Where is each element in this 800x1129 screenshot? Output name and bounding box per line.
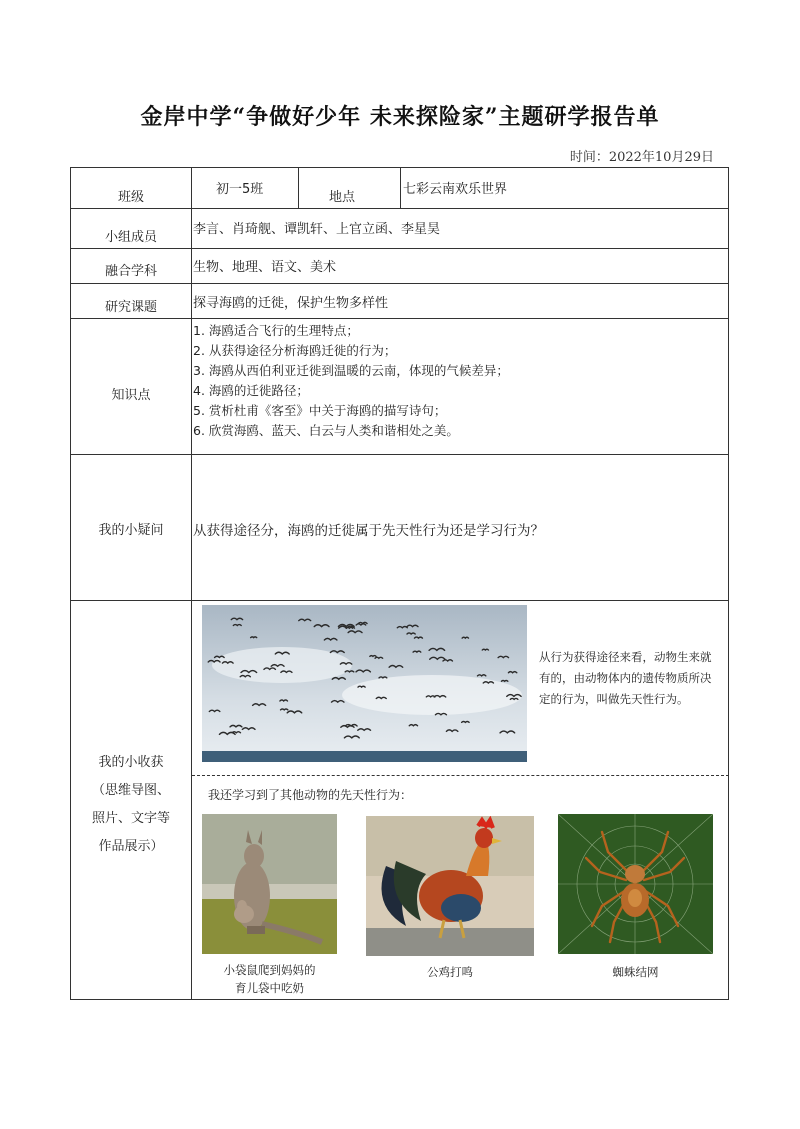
gull-shape [482, 649, 488, 650]
gull-shape [477, 675, 485, 676]
gull-shape [281, 709, 288, 710]
harvest-label [71, 749, 191, 861]
spider-caption: 蜘蛛结网 [612, 965, 659, 979]
row-divider [71, 283, 728, 284]
kangaroo-caption-line: 育儿袋中吃奶 [235, 981, 304, 995]
class-label: 班级 [117, 190, 144, 205]
column-divider [191, 168, 192, 1000]
gull-shape [375, 657, 383, 658]
gull-shape [508, 672, 516, 673]
gull-shape [358, 686, 365, 687]
gull-shape [280, 700, 288, 701]
members-value: 李言、肖琦舰、谭凯轩、上官立函、李星昊 [193, 222, 441, 237]
knowledge-label: 知识点 [111, 388, 151, 403]
members-label: 小组成员 [104, 230, 157, 245]
dashed-divider [192, 775, 729, 776]
gull-shape [251, 637, 257, 638]
gull-shape [233, 625, 241, 626]
harvest-note: 从行为获得途径来看，动物生来就有的，由动物体内的遗传物质所决定的行为，叫做先天性行为。 [539, 650, 712, 706]
knowledge-item: 1. 海鸥适合飞行的生理特点； [193, 323, 359, 338]
gull-shape [345, 671, 354, 672]
row-divider [71, 600, 728, 601]
rooster-illustration [366, 816, 534, 956]
row-divider [71, 208, 728, 209]
kangaroo-caption-line: 小袋鼠爬到妈妈的 [223, 963, 316, 977]
topic-value: 探寻海鸥的迁徙，保护生物多样性 [193, 296, 389, 311]
gull-shape [232, 732, 240, 733]
knowledge-item: 6. 欣赏海鸥、蓝天、白云与人类和谐相处之美。 [193, 423, 459, 438]
class-value: 初一5班 [216, 182, 264, 197]
topic-label: 研究课题 [104, 300, 157, 315]
rooster-photo [366, 816, 534, 956]
knowledge-list [193, 321, 509, 441]
row-divider [71, 248, 728, 249]
gull-shape [462, 721, 469, 722]
page-title: 金岸中学“争做好少年 未来探险家”主题研学报告单 [140, 104, 660, 130]
question-label: 我的小疑问 [98, 523, 164, 538]
gull-shape [426, 696, 435, 697]
knowledge-item: 3. 海鸥从西伯利亚迁徙到温暖的云南，体现的气候差异； [193, 363, 509, 378]
subjects-label: 融合学科 [104, 264, 157, 279]
subjects-value: 生物、地理、语文、美术 [193, 260, 337, 275]
knowledge-item: 5. 赏析杜甫《客至》中关于海鸥的描写诗句； [193, 403, 447, 418]
kangaroo-photo [202, 814, 337, 954]
report-date: 时间：2022年10月29日 [569, 150, 714, 165]
kangaroo-illustration [202, 814, 337, 954]
column-divider [400, 168, 401, 208]
knowledge-item: 4. 海鸥的迁徙路径； [193, 383, 309, 398]
rooster-caption: 公鸡打鸣 [427, 965, 473, 979]
kangaroo-caption [197, 961, 342, 997]
report-table [70, 167, 729, 1000]
gull-shape [379, 677, 387, 678]
harvest-label-line: （思维导图、 [91, 783, 170, 798]
harvest-label-line: 照片、文字等 [91, 811, 170, 826]
column-divider [298, 168, 299, 208]
gull-shape [370, 656, 376, 657]
question-value: 从获得途径分，海鸥的迁徙属于先天性行为还是学习行为？ [193, 523, 544, 539]
row-divider [71, 318, 728, 319]
gull-shape [501, 681, 507, 682]
spider-photo [558, 814, 713, 954]
location-label: 地点 [329, 190, 356, 205]
harvest-label-line: 作品展示） [98, 839, 164, 854]
gull-shape [413, 651, 421, 652]
gull-shape [414, 637, 422, 638]
gull-shape [407, 633, 415, 634]
spider-illustration [558, 814, 713, 954]
seagulls-photo [202, 605, 527, 762]
row-divider [71, 454, 728, 455]
seagulls-illustration [202, 605, 527, 762]
gull-shape [409, 725, 417, 726]
location-value: 七彩云南欢乐世界 [403, 182, 508, 197]
learned-intro: 我还学习到了其他动物的先天性行为： [208, 788, 413, 802]
harvest-label-line: 我的小收获 [98, 755, 164, 770]
gull-shape [462, 637, 468, 638]
knowledge-item: 2. 从获得途径分析海鸥迁徙的行为； [193, 343, 397, 358]
gull-shape [510, 698, 518, 699]
